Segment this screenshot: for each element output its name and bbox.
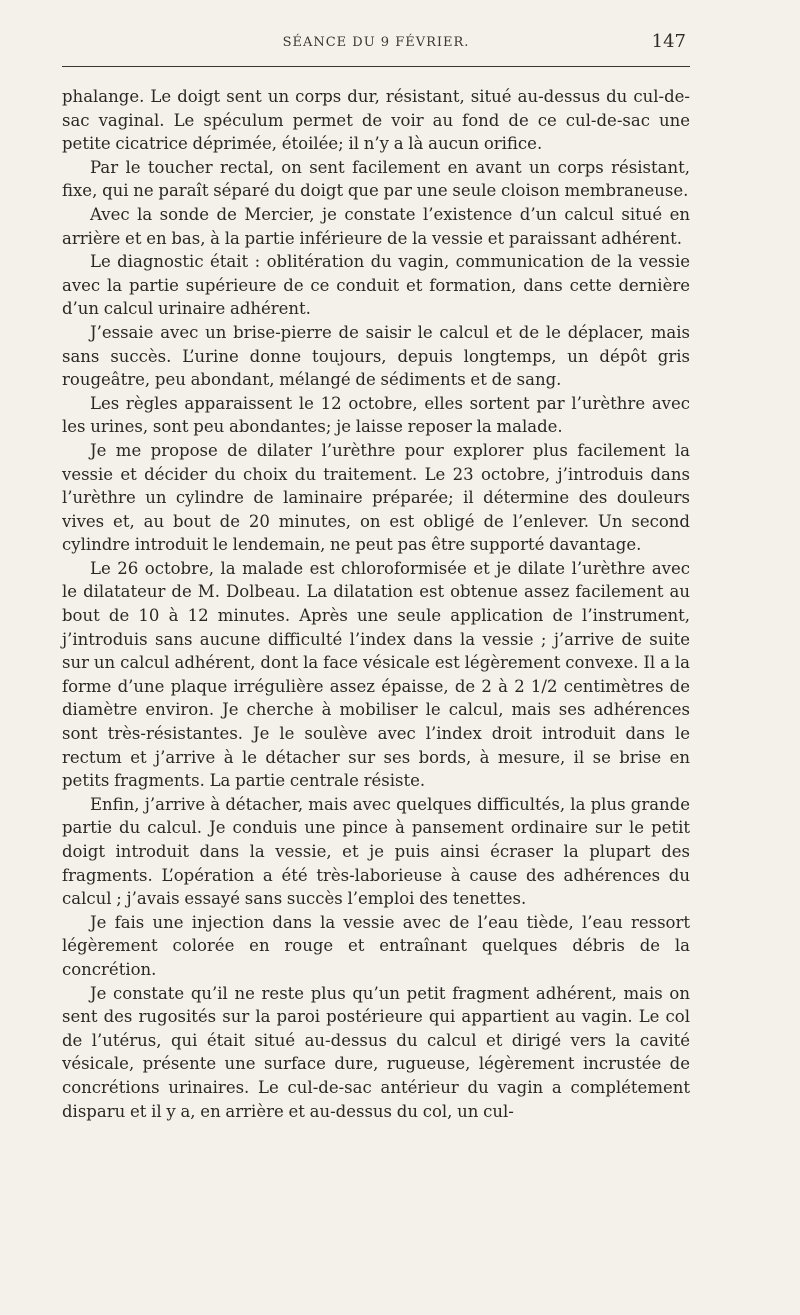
paragraph: Je me propose de dilater l’urèthre pour explorer plus facilement la vessie et décider du choix du traitement. Le 23 octobre, j’introduis dans l’urèthre un cylindre de laminaire préparée; il détermine des douleurs vives et, au bout de 20 minutes, on est obligé de l’enlever. Un second cylindre introduit le lendemain, ne peut pas être supporté davantage.: [62, 440, 690, 555]
paragraph: Je constate qu’il ne reste plus qu’un petit fragment adhérent, mais on sent des rugosités sur la paroi postérieure qui appartient au vagin. Le col de l’utérus, qui était situé au-dessus du calcul et dirigé vers la cavité vésicale, présente une surface dure, rugueuse, légèrement incrustée de concrétions urinaires. Le cul-de-sac antérieur du vagin a complétement disparu et il y a, en arrière et au-dessus du col, un cul-: [62, 983, 690, 1121]
paragraph: Le 26 octobre, la malade est chloroformisée et je dilate l’urèthre avec le dilatateur de M. Dolbeau. La dilatation est obtenue assez facilement au bout de 10 à 12 minutes. Après une seule application de l’instrument, j’introduis sans aucune difficulté l’index dans la vessie ; j’arrive de suite sur un calcul adhérent, dont la face vésicale est légèrement convexe. Il a la forme d’une plaque irrégulière assez épaisse, de 2 à 2 1/2 centimètres de diamètre environ. Je cherche à mobiliser le calcul, mais ses adhérences sont très-résistantes. Je le soulève avec l’index droit introduit dans le rectum et j’arrive à le détacher sur ses bords, à mesure, il se brise en petits fragments. La partie centrale résiste.: [62, 558, 690, 791]
paragraph: Par le toucher rectal, on sent facilement en avant un corps résistant, fixe, qui ne paraît séparé du doigt que par une seule cloison membraneuse.: [62, 157, 690, 201]
running-head: SÉANCE DU 9 FÉVRIER.: [282, 35, 470, 50]
paragraph: Enfin, j’arrive à détacher, mais avec quelques difficultés, la plus grande partie du calcul. Je conduis une pince à pansement ordinaire sur le petit doigt introduit dans la vessie, et je puis ainsi écraser la plupart des fragments. L’opération a été très-laborieuse à cause des adhérences du calcul ; j’avais essayé sans succès l’emploi des tenettes.: [62, 794, 690, 909]
paragraph: phalange. Le doigt sent un corps dur, résistant, situé au-dessus du cul-de-sac vaginal. Le spéculum permet de voir au fond de ce cul-de-sac une petite cicatrice déprimée, étoilée; il n’y a là aucun orifice.: [62, 87, 690, 154]
paragraph: Le diagnostic était : oblitération du vagin, communication de la vessie avec la partie supérieure de ce conduit et formation, dans cette dernière d’un calcul urinaire adhérent.: [62, 252, 690, 319]
paragraph: Avec la sonde de Mercier, je constate l’existence d’un calcul situé en arrière et en bas, à la partie inférieure de la vessie et paraissant adhérent.: [62, 204, 690, 248]
page-number: 147: [651, 31, 686, 52]
page-header: [62, 33, 690, 55]
paragraph: Les règles apparaissent le 12 octobre, elles sortent par l’urèthre avec les urines, sont peu abondantes; je laisse reposer la malade.: [62, 393, 690, 437]
paragraph: J’essaie avec un brise-pierre de saisir le calcul et de le déplacer, mais sans succès. L’urine donne toujours, depuis longtemps, un dépôt gris rougeâtre, peu abondant, mélangé de sédiments et de sang.: [62, 322, 690, 390]
body-text: [62, 85, 690, 1123]
header-rule: [62, 66, 690, 67]
paragraph: Je fais une injection dans la vessie avec de l’eau tiède, l’eau ressort légèrement colorée en rouge et entraînant quelques débris de la concrétion.: [62, 912, 690, 979]
